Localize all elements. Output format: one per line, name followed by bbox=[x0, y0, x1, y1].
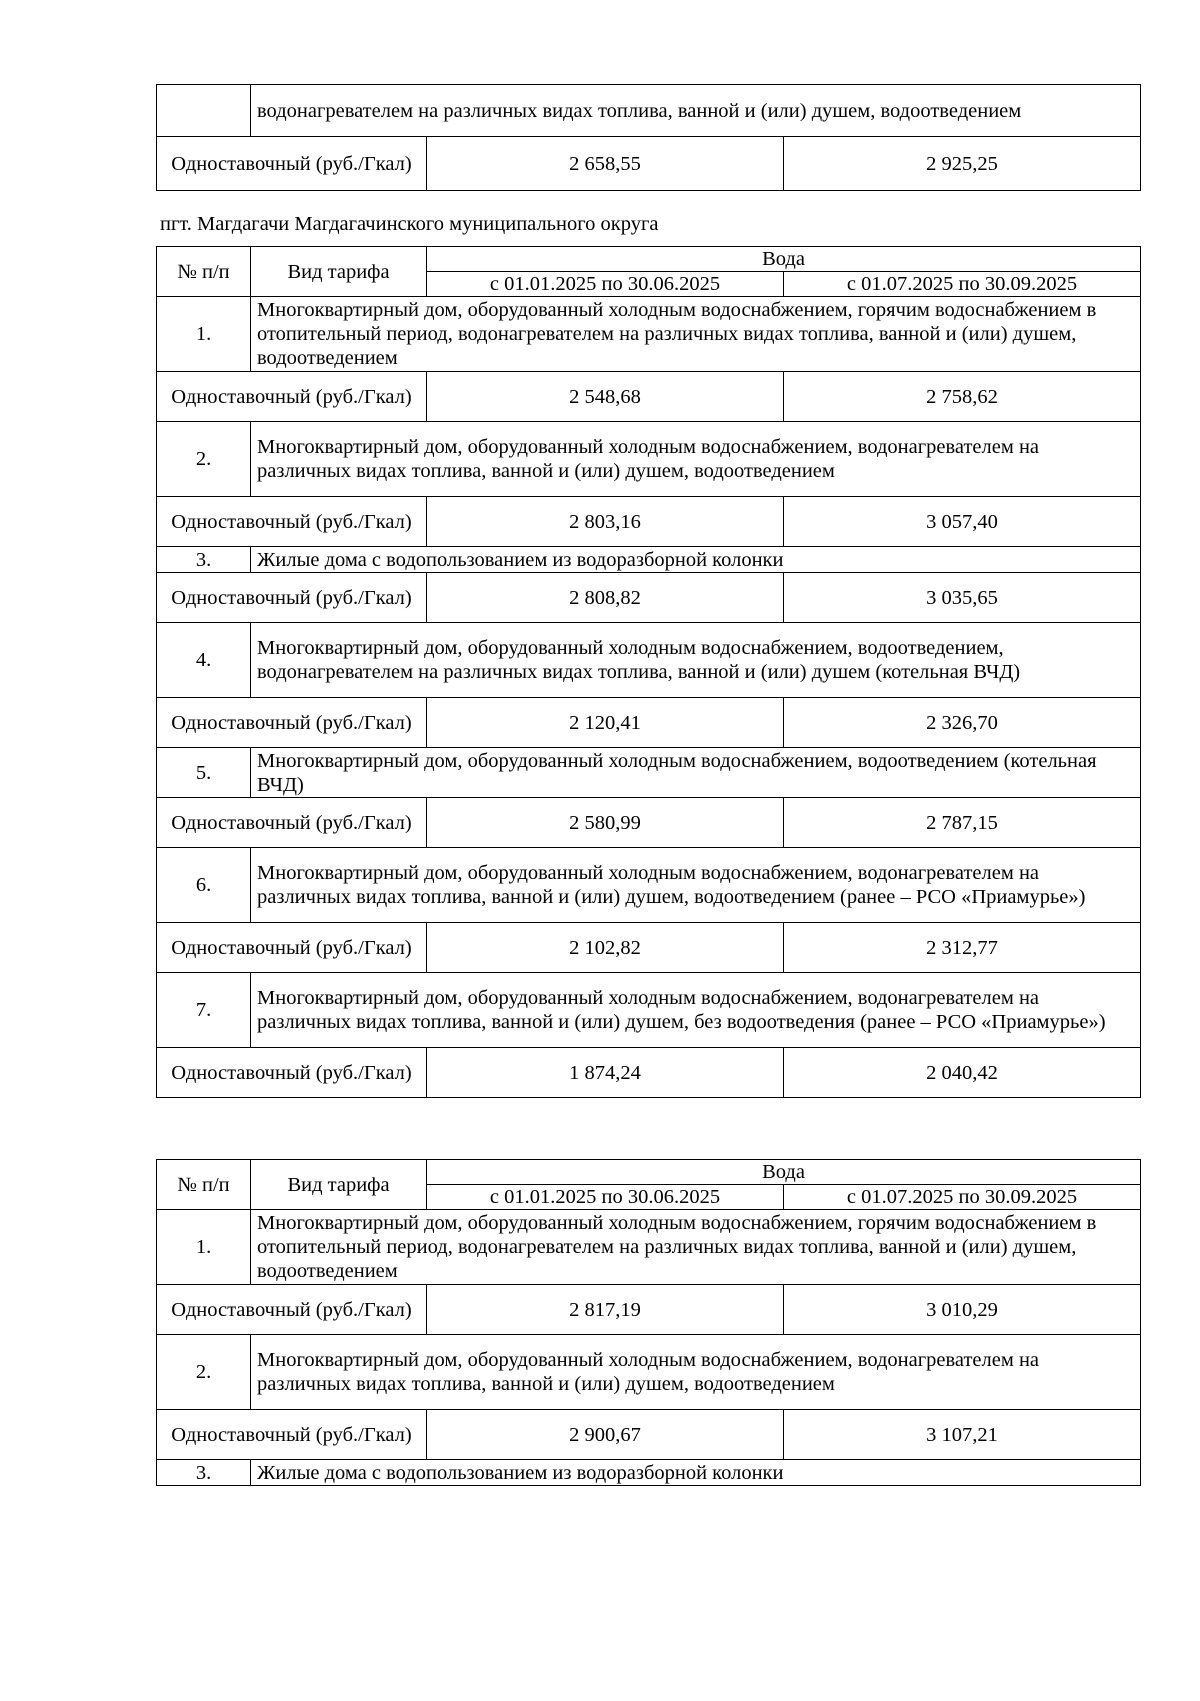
table-row bbox=[157, 1048, 1141, 1098]
tariff-value-period1: 2 120,41 bbox=[427, 698, 784, 748]
row-number: 3. bbox=[157, 1460, 251, 1486]
tariff-type: Одноставочный (руб./Гкал) bbox=[157, 372, 427, 422]
tariff-type: Одноставочный (руб./Гкал) bbox=[157, 1285, 427, 1335]
row-description: Многоквартирный дом, оборудованный холодным водоснабжением, горячим водоснабжением в отопительный период, водонагревателем на различных видах топлива, ванной и (или) душем, водоотведением bbox=[251, 297, 1141, 372]
row-description: Многоквартирный дом, оборудованный холодным водоснабжением, водонагревателем на различных видах топлива, ванной и (или) душем, без водоотведения (ранее – РСО «Приамурье») bbox=[251, 973, 1141, 1048]
table-row bbox=[157, 85, 1141, 137]
tariff-value-period1: 2 548,68 bbox=[427, 372, 784, 422]
tariff-type: Одноставочный (руб./Гкал) bbox=[157, 1048, 427, 1098]
row-number: 6. bbox=[157, 848, 251, 923]
tariff-value-period1: 2 808,82 bbox=[427, 573, 784, 623]
tariff-type: Одноставочный (руб./Гкал) bbox=[157, 497, 427, 547]
header-period2: с 01.07.2025 по 30.09.2025 bbox=[784, 272, 1141, 297]
header-number: № п/п bbox=[157, 1160, 251, 1210]
tariff-value-period1: 2 658,55 bbox=[427, 137, 784, 191]
tariff-type: Одноставочный (руб./Гкал) bbox=[157, 137, 427, 191]
tariff-value-period2: 2 040,42 bbox=[784, 1048, 1141, 1098]
header-tariff-type: Вид тарифа bbox=[251, 1160, 427, 1210]
row-number: 3. bbox=[157, 547, 251, 573]
row-number: 2. bbox=[157, 1335, 251, 1410]
tariff-table-1 bbox=[156, 246, 1141, 1098]
tariff-value-period1: 2 803,16 bbox=[427, 497, 784, 547]
tariff-value-period2: 2 787,15 bbox=[784, 798, 1141, 848]
table-row bbox=[157, 973, 1141, 1048]
table-row bbox=[157, 422, 1141, 497]
tariff-value-period1: 2 817,19 bbox=[427, 1285, 784, 1335]
table-row bbox=[157, 297, 1141, 372]
row-number: 7. bbox=[157, 973, 251, 1048]
table-row bbox=[157, 372, 1141, 422]
tariff-value-period2: 3 010,29 bbox=[784, 1285, 1141, 1335]
row-description: Многоквартирный дом, оборудованный холодным водоснабжением, водоотведением (котельная ВЧД) bbox=[251, 748, 1141, 798]
table-header-row bbox=[157, 247, 1141, 272]
row-description: Жилые дома с водопользованием из водоразборной колонки bbox=[251, 1460, 1141, 1486]
header-period2: с 01.07.2025 по 30.09.2025 bbox=[784, 1185, 1141, 1210]
table-row bbox=[157, 848, 1141, 923]
tariff-value-period1: 2 102,82 bbox=[427, 923, 784, 973]
table-row bbox=[157, 1210, 1141, 1285]
row-description: Многоквартирный дом, оборудованный холодным водоснабжением, водоотведением, водонагревателем на различных видах топлива, ванной и (или) душем (котельная ВЧД) bbox=[251, 623, 1141, 698]
tariff-value-period2: 3 035,65 bbox=[784, 573, 1141, 623]
table-row bbox=[157, 698, 1141, 748]
tariff-type: Одноставочный (руб./Гкал) bbox=[157, 923, 427, 973]
tariff-value-period2: 2 326,70 bbox=[784, 698, 1141, 748]
tariff-value-period1: 2 900,67 bbox=[427, 1410, 784, 1460]
table-row bbox=[157, 923, 1141, 973]
row-description: Многоквартирный дом, оборудованный холодным водоснабжением, водонагревателем на различных видах топлива, ванной и (или) душем, водоотведением bbox=[251, 422, 1141, 497]
row-number: 4. bbox=[157, 623, 251, 698]
header-tariff-type: Вид тарифа bbox=[251, 247, 427, 297]
table-row bbox=[157, 547, 1141, 573]
tariff-value-period2: 2 312,77 bbox=[784, 923, 1141, 973]
header-group-water: Вода bbox=[427, 247, 1141, 272]
table-row bbox=[157, 623, 1141, 698]
table-row bbox=[157, 497, 1141, 547]
row-description: Жилые дома с водопользованием из водоразборной колонки bbox=[251, 547, 1141, 573]
row-description: водонагревателем на различных видах топлива, ванной и (или) душем, водоотведением bbox=[251, 85, 1141, 137]
table-row bbox=[157, 1460, 1141, 1486]
table-row bbox=[157, 137, 1141, 191]
table-row bbox=[157, 1335, 1141, 1410]
tariff-value-period2: 2 925,25 bbox=[784, 137, 1141, 191]
tariff-type: Одноставочный (руб./Гкал) bbox=[157, 1410, 427, 1460]
tariff-value-period1: 2 580,99 bbox=[427, 798, 784, 848]
header-period1: с 01.01.2025 по 30.06.2025 bbox=[427, 272, 784, 297]
header-period1: с 01.01.2025 по 30.06.2025 bbox=[427, 1185, 784, 1210]
header-group-water: Вода bbox=[427, 1160, 1141, 1185]
tariff-type: Одноставочный (руб./Гкал) bbox=[157, 798, 427, 848]
tariff-value-period1: 1 874,24 bbox=[427, 1048, 784, 1098]
row-number: 1. bbox=[157, 1210, 251, 1285]
tariff-value-period2: 3 107,21 bbox=[784, 1410, 1141, 1460]
row-number-cell bbox=[157, 85, 251, 137]
table-row bbox=[157, 1410, 1141, 1460]
row-description: Многоквартирный дом, оборудованный холодным водоснабжением, водонагревателем на различных видах топлива, ванной и (или) душем, водоотведением (ранее – РСО «Приамурье») bbox=[251, 848, 1141, 923]
row-number: 2. bbox=[157, 422, 251, 497]
row-number: 5. bbox=[157, 748, 251, 798]
tariff-type: Одноставочный (руб./Гкал) bbox=[157, 573, 427, 623]
tariff-type: Одноставочный (руб./Гкал) bbox=[157, 698, 427, 748]
section-caption: пгт. Магдагачи Магдагачинского муниципального округа bbox=[160, 213, 659, 235]
tariff-value-period2: 3 057,40 bbox=[784, 497, 1141, 547]
header-number: № п/п bbox=[157, 247, 251, 297]
row-description: Многоквартирный дом, оборудованный холодным водоснабжением, водонагревателем на различных видах топлива, ванной и (или) душем, водоотведением bbox=[251, 1335, 1141, 1410]
table-row bbox=[157, 1285, 1141, 1335]
tariff-value-period2: 2 758,62 bbox=[784, 372, 1141, 422]
tariff-table-2 bbox=[156, 1159, 1141, 1486]
table-row bbox=[157, 573, 1141, 623]
table-row bbox=[157, 748, 1141, 798]
tariff-table-continuation bbox=[156, 84, 1141, 191]
table-row bbox=[157, 798, 1141, 848]
table-header-row bbox=[157, 1160, 1141, 1185]
row-description: Многоквартирный дом, оборудованный холодным водоснабжением, горячим водоснабжением в отопительный период, водонагревателем на различных видах топлива, ванной и (или) душем, водоотведением bbox=[251, 1210, 1141, 1285]
row-number: 1. bbox=[157, 297, 251, 372]
